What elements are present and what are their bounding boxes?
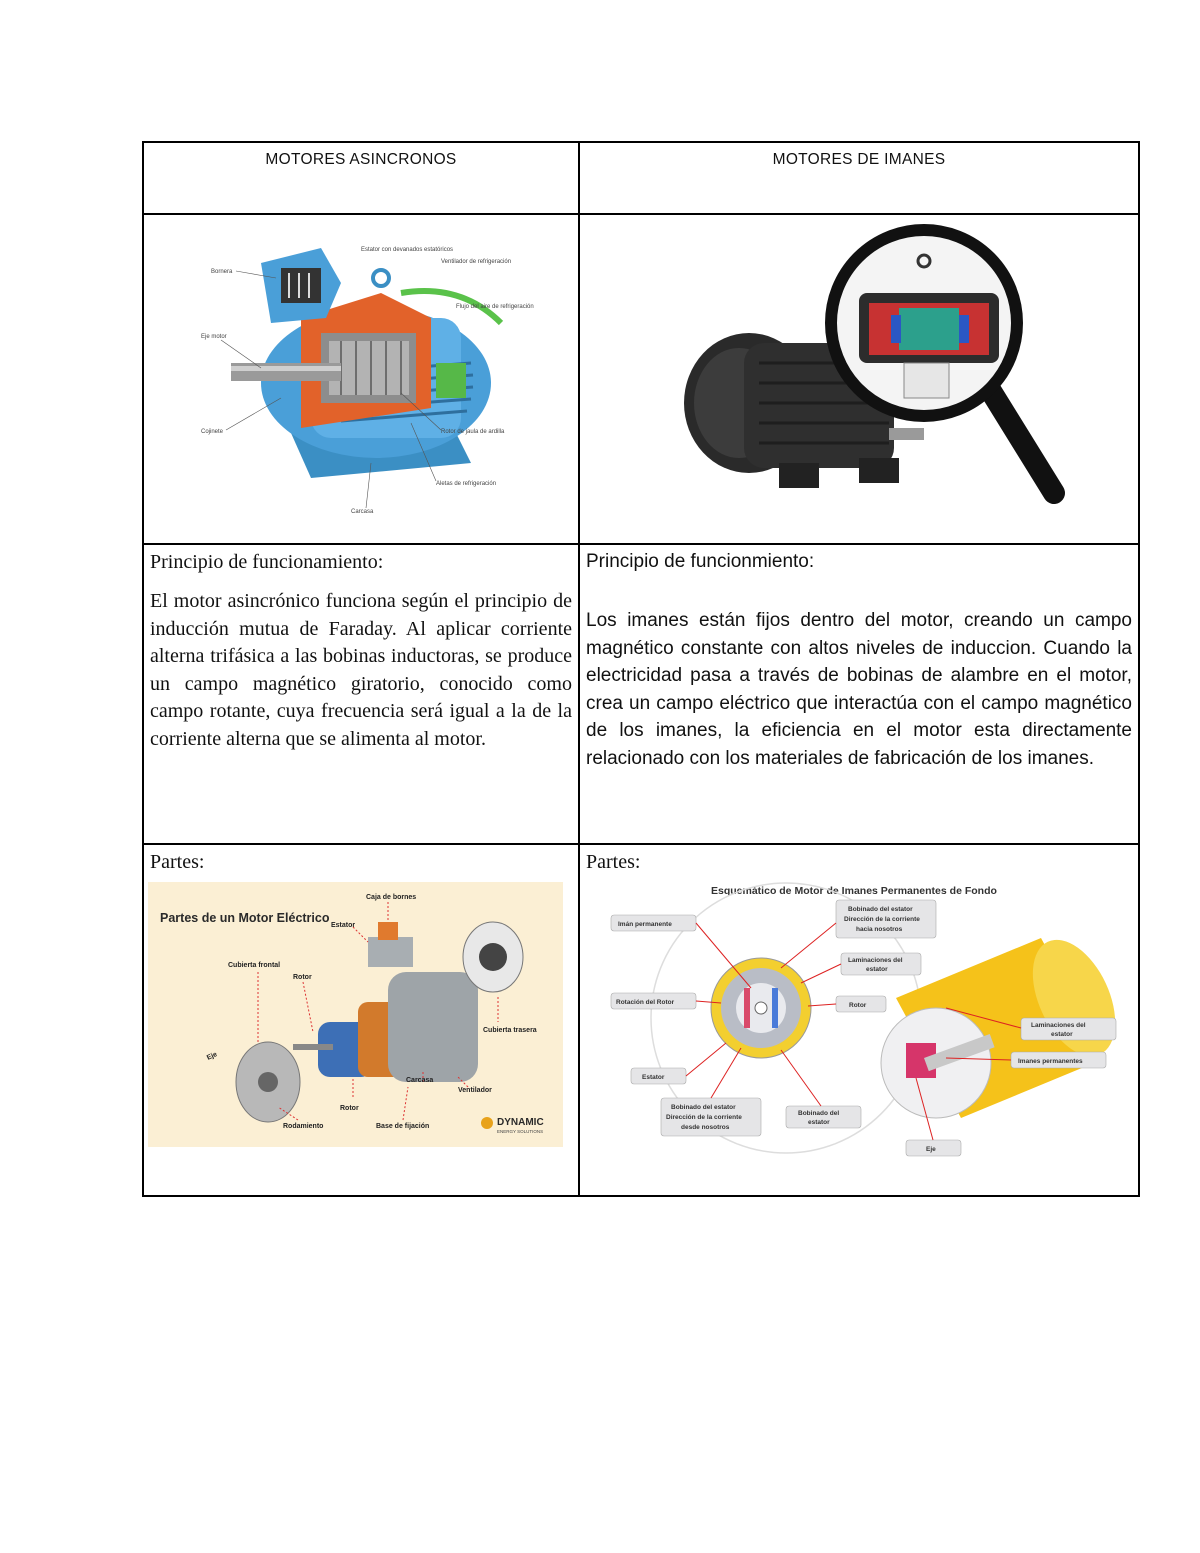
parts-right-bob-bottom-3: desde nosotros xyxy=(681,1124,730,1131)
comparison-table xyxy=(142,141,1140,1197)
motor-parts-exploded-image xyxy=(148,882,563,1147)
parts-left-cubierta-frontal: Cubierta frontal xyxy=(228,962,281,969)
parts-right-bobinado-top-3: hacia nosotros xyxy=(856,926,903,933)
parts-left-title: Partes de un Motor Eléctrico xyxy=(160,911,330,925)
principle-cell-left xyxy=(143,544,579,844)
parts-right-lam-2: estator xyxy=(866,966,888,973)
magnifier-image-cell xyxy=(579,214,1139,544)
parts-left-rotor-top: Rotor xyxy=(293,974,312,981)
parts-right-title: Esquemático de Motor de Imanes Permanentes de Fondo xyxy=(711,885,997,897)
parts-right-rotacion: Rotación del Rotor xyxy=(616,999,675,1006)
header-right: MOTORES DE IMANES xyxy=(579,142,1139,214)
principle-text-right: Los imanes están fijos dentro del motor, creando un campo magnético constante con altos niveles de induccion. Cuando la electricidad pasa a través de bobinas de alambre en el motor, crea un campo eléctrico que interactúa con el campo magnético de los imanes, la eficiencia en el motor esta directamente relacionado con los materiales de fabricación de los imanes. xyxy=(586,610,1132,769)
parts-right-bob-mid-1: Bobinado del xyxy=(798,1110,840,1117)
header-row xyxy=(143,142,1139,214)
label-bornera: Bornera xyxy=(211,269,233,275)
parts-right-bobinado-top-2: Dirección de la corriente xyxy=(844,916,920,923)
parts-right-imanes: Imanes permanentes xyxy=(1018,1058,1083,1065)
parts-right-bobinado-top-1: Bobinado del estator xyxy=(848,906,913,913)
principle-row xyxy=(143,544,1139,844)
parts-right-bob-mid-2: estator xyxy=(808,1119,830,1126)
image-row xyxy=(143,214,1139,544)
parts-left-caja: Caja de bornes xyxy=(366,894,417,901)
parts-cell-right xyxy=(579,844,1139,1196)
parts-left-carcasa: Carcasa xyxy=(406,1077,434,1084)
parts-left-rodamiento: Rodamiento xyxy=(283,1123,324,1130)
principle-title-right: Principio de funcionmiento: xyxy=(586,551,815,572)
parts-right-lam-r-2: estator xyxy=(1051,1031,1073,1038)
principle-title-left: Principio de funcionamiento: xyxy=(150,551,384,573)
parts-cell-left xyxy=(143,844,579,1196)
parts-right-estator: Estator xyxy=(642,1074,665,1081)
parts-right-iman: Imán permanente xyxy=(618,921,672,928)
parts-row xyxy=(143,844,1139,1196)
parts-left-eje: Eje xyxy=(205,1051,219,1062)
label-eje: Eje motor xyxy=(201,334,227,340)
parts-left-ventilador: Ventilador xyxy=(458,1087,492,1094)
label-ventilador: Ventilador de refrigeración xyxy=(441,259,512,265)
parts-right-bob-bottom-2: Dirección de la corriente xyxy=(666,1114,742,1121)
parts-left-rotor: Rotor xyxy=(340,1105,359,1112)
label-rotor: Rotor de jaula de ardilla xyxy=(441,429,505,435)
cutaway-image-cell xyxy=(143,214,579,544)
parts-right-lam-r-1: Laminaciones del xyxy=(1031,1022,1086,1029)
label-carcasa: Carcasa xyxy=(351,509,374,515)
label-flujo: Flujo del aire de refrigeración xyxy=(456,304,534,310)
parts-title-left: Partes: xyxy=(150,851,205,873)
parts-left-cubierta-trasera: Cubierta trasera xyxy=(483,1027,537,1034)
parts-right-bob-bottom-1: Bobinado del estator xyxy=(671,1104,736,1111)
parts-right-lam-1: Laminaciones del xyxy=(848,957,903,964)
label-estator: Estator con devanados estatóricos xyxy=(361,247,454,253)
brand-logo-subtext: ENERGY SOLUTIONS xyxy=(497,1129,544,1134)
label-cojinete: Cojinete xyxy=(201,429,224,435)
parts-left-estator: Estator xyxy=(331,922,356,929)
magnet-motor-magnifier-image xyxy=(659,223,1059,523)
parts-right-eje: Eje xyxy=(926,1146,936,1153)
parts-title-right: Partes: xyxy=(586,851,641,873)
label-aletas: Aletas de refrigeración xyxy=(436,481,497,487)
brand-logo-text: DYNAMIC xyxy=(497,1117,544,1128)
principle-text-left: El motor asincrónico funciona según el principio de inducción mutua de Faraday. Al aplicar corriente alterna trifásica a las bobinas inductoras, se produce un campo magnético giratorio, conocido como campo rotante, cuya frecuencia será igual a la de la corriente alterna que se alimenta al motor. xyxy=(150,590,572,750)
parts-right-rotor: Rotor xyxy=(849,1002,867,1009)
header-left: MOTORES ASINCRONOS xyxy=(143,142,579,214)
motor-cutaway-image xyxy=(201,223,534,523)
pm-motor-schematic-image xyxy=(586,878,1126,1163)
parts-left-base: Base de fijación xyxy=(376,1123,430,1130)
principle-cell-right xyxy=(579,544,1139,844)
